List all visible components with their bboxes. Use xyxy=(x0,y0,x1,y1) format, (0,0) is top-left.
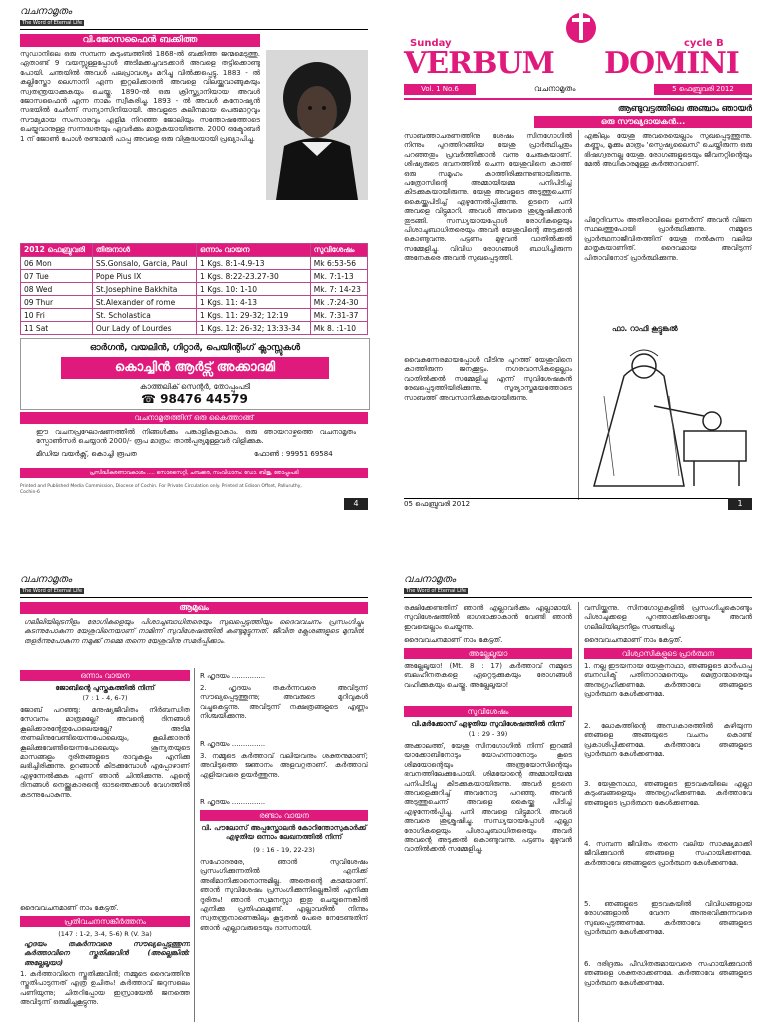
column-divider xyxy=(194,668,195,1022)
cross-emblem-icon xyxy=(564,6,598,46)
calendar-header: തിരുനാൾ xyxy=(92,244,196,257)
page-3 xyxy=(384,512,768,1024)
healing-illustration xyxy=(584,336,752,494)
table-row xyxy=(21,309,368,322)
prayer-item: 3. യേശുനാഥാ, ഞങ്ങളുടെ ഇടവകയിലെ എല്ലാ കുടുംബങ്ങളെയും അനുഗ്രഹിക്കണമേ. കർത്താവേ ഞങ്ങളുടെ പ്രാർത്ഥന കേൾക്കണമേ. xyxy=(584,780,752,807)
table-row xyxy=(21,322,368,335)
table-cell: 11 Sat xyxy=(21,322,93,335)
table-cell: St.Alexander of rome xyxy=(92,296,196,309)
masthead-sunday: Sunday xyxy=(410,38,452,49)
saint-portrait xyxy=(266,50,368,200)
table-cell: 1 Kgs. 11: 29-32; 12:19 xyxy=(197,309,311,322)
word-of-god: ദൈവവചനമാണ് നാം കേട്ടത്. xyxy=(20,904,119,912)
column-divider xyxy=(578,130,579,500)
calendar-header: സുവിശേഷം xyxy=(310,244,367,257)
table-cell: 08 Wed xyxy=(21,283,93,296)
table-cell: Mk. 7: 14-23 xyxy=(310,283,367,296)
calendar-header-row xyxy=(21,244,368,257)
psalm-refrain: R ഹൃദയം ............... xyxy=(200,740,266,748)
reading1-text: ജോബ് പറഞ്ഞു: മനുഷ്യജീവിതം നിർബന്ധിത സേവനം മാത്രമല്ലേ? അവന്റെ ദിനങ്ങൾ കൂലിക്കാരന്റേതുപോലെയല്ലേ? അടിമ തണലിനുവേണ്ടിയെന്നപോലെയും, കൂലിക്കാരൻ കൂലിക്കുവേണ്ടിയെന്നപോലെയും ശൂന്യതയുടെ മാസങ്ങളും ദുരിതങ്ങളുടെ രാവുകളും എനിക്കു ലഭിച്ചിരിക്കുന്നു. ഉറങ്ങാൻ കിടക്കുമ്പോൾ എപ്പോഴാണ് എഴുന്നേൽക്കുക എന്ന് ഞാൻ ചിന്തിക്കുന്നു. എന്റെ ദിനങ്ങൾ നെയ്ത്തുകാരന്റെ ഓടത്തെക്കാൾ വേഗത്തിൽ കടന്നുപോകുന്നു. xyxy=(20,706,190,799)
alleluia-bar: അല്ലേലൂയാ xyxy=(404,648,572,659)
intro-text: ഗലീലിയിലുടനീളം രോഗികളെയും പിശാചുബാധിതരെയും സുഖപ്പെടുത്തിയും ദൈവവചനം പ്രസംഗിച്ചും കടന്നുപോകുന്ന യേശുവിനെയാണ് നാമിന്ന് സുവിശേഷത്തിൽ കണ്ടുമുട്ടുന്നത്. ജീവിത ക്ലേശങ്ങളുടെ മുമ്പിൽ തളർന്നുപോകുന്ന നമുക്ക് നമ്മെ തന്നെ യേശുവിനു സമർപ്പിക്കാം. xyxy=(24,618,364,645)
page-2 xyxy=(0,512,384,1024)
psalm-refrain: R ഹൃദയം ............... xyxy=(200,672,266,680)
sunday-title: ആണ്ടുവട്ടത്തിലെ അഞ്ചാം ഞായർ xyxy=(617,104,752,114)
table-cell: 10 Fri xyxy=(21,309,93,322)
saint-title-bar: വി.ജോസഫൈൻ ബക്കിത്ത xyxy=(20,34,260,47)
page-header: വചനാമൃതം xyxy=(20,574,72,585)
table-cell: 1 Kgs. 12: 26-32; 13:33-34 xyxy=(197,322,311,335)
reflection-col2: എങ്കിലും യേശു അവരെയെല്ലാം സുഖപ്പെടുത്തുന്നു. കണ്ണും, മൂക്കും മാത്രം 'സ്പെഷ്യലൈസ്' ചെയ്തിരുന്ന ഒരു ഭിഷഗ്വരനല്ല യേശു. രോഗങ്ങളുടെയും ജീവനറ്റിന്റെയും മേൽ അധികാരമുള്ള കർത്താവാണ്. xyxy=(584,132,752,169)
contact-left: മീഡിയ വയർക്സ്, കൊച്ചി രൂപത xyxy=(36,450,137,458)
gospel-continued: വസിയ്ക്കുന്നു. സിനഗോഗുകളിൽ പ്രസംഗിച്ചുകൊണ്ടും പിശാചുക്കളെ പുറത്താക്കിക്കൊണ്ടും അവൻ ഗലീലിയിലുടനീളം സഞ്ചരിച്ചു. xyxy=(584,604,752,631)
header-rule xyxy=(20,597,368,598)
ad-phone: 98476 44579 xyxy=(160,392,248,406)
ad-phone-row xyxy=(141,392,291,406)
header-rule xyxy=(404,597,752,598)
table-cell: 09 Thur xyxy=(21,296,93,309)
printer-note: Printed and Published Media Commission, Diocese of Cochin. For Private Circulation only. Printed at Edison Offset, Palluruthy, Cochin-6 xyxy=(20,484,302,495)
page-header-sub: The Word of Eternal Life xyxy=(406,588,467,594)
page-number: 1 xyxy=(728,498,752,510)
gospel-ref: (1 : 29 - 39) xyxy=(468,730,508,738)
table-cell: 1 Kgs. 10: 1-10 xyxy=(197,283,311,296)
prayer-item: 2. ലോകത്തിന്റെ അന്ധകാരത്തിൽ കഴിയുന്ന ഞങ്ങളെ അങ്ങയുടെ വചനം കൊണ്ട് പ്രകാശിപ്പിക്കണമേ. കർത്താവേ ഞങ്ങളുടെ പ്രാർത്ഥന കേൾക്കണമേ. xyxy=(584,722,752,759)
table-cell: 1 Kgs. 8:22-23.27-30 xyxy=(197,270,311,283)
reading2-title: വി. പൗലോസ് അപ്പസ്തോലൻ കോറിന്തോസുകാർക്ക് എഴുതിയ ഒന്നാം ലേഖനത്തിൽ നിന്ന് xyxy=(201,824,367,842)
page-header-sub: The Word of Eternal Life xyxy=(22,588,83,594)
reflection-col1: സാബത്താചരണത്തിനു ശേഷം സിനഗോഗിൽ നിന്നും പുറത്തിറങ്ങിയ യേശു പ്രാർത്ഥിച്ചതും പറഞ്ഞതും പ്രവർത്തിക്കാൻ വന്നു ചേരുകയാണ്. ശിഷ്യരുടെ ഭവനത്തിൽ ചെന്ന യേശുവിനെ കാത്ത് ഒരു സമൂഹം കാത്തിരിക്കുന്നുണ്ടായിരുന്നു. പത്രോസിന്റെ അമ്മായിയമ്മ പനിപിടിച്ച് കിടക്കുകയായിരുന്നു. യേശു അവളുടെ അടുത്തുചെന്ന് കൈയ്ക്കുപിടിച്ച് എഴുന്നേൽപ്പിക്കുന്നു. ഉടനെ പനി അവളെ വിട്ടുമാറി. അവൾ അവരെ ശുശ്രൂഷിക്കാൻ തുടങ്ങി. സന്ധ്യയായപ്പോൾ രോഗികളെയും പിശാചുബാധിതരെയും അവർ യേശുവിന്റെ അടുക്കൽ കൊണ്ടുവന്നു. പട്ടണം മുഴുവൻ വാതിൽക്കൽ സമ്മേളിച്ചു. വിവിധ രോഗങ്ങൾ ബാധിച്ചിരുന്ന അനേകരെ അവൻ സുഖപ്പെടുത്തി. xyxy=(404,132,572,263)
prayer-item: 4. സമ്പന്ന ജീവിതം തന്നെ വലിയ സാക്ഷ്യമാക്കി ജീവിക്കുവാൻ ഞങ്ങളെ സഹായിക്കണമേ. കർത്താവേ ഞങ്ങളുടെ പ്രാർത്ഥന കേൾക്കണമേ. xyxy=(584,840,752,867)
psalm-verse1: 1. കർത്താവിനെ സ്തുതിക്കുവിൻ; നമ്മുടെ ദൈവത്തിനു സ്തുതിപാടുന്നത് എത്ര ഉചിതം! കർത്താവ് ജറുസലെം പണിയുന്നു; ചിതറിപ്പോയ ഇസ്രായേൽ ജനത്തെ അവിടുന്ന് ഒരുമിച്ചുകൂട്ടുന്നു. xyxy=(20,970,190,1007)
prayer-item: 6. ദരിദ്രരും പീഡിതരുമായവരെ സഹായിക്കുവാൻ ഞങ്ങളെ ശക്തരാക്കണമേ. കർത്താവേ ഞങ്ങളുടെ പ്രാർത്ഥന കേൾക്കണമേ. xyxy=(584,960,752,987)
calendar-header: 2012 ഫെബ്രുവരി xyxy=(21,244,93,257)
advertisement xyxy=(20,338,370,410)
page-1 xyxy=(384,0,768,512)
table-cell: Mk. 7:31-37 xyxy=(310,309,367,322)
word-of-god: ദൈവവചനമാണ് നാം കേട്ടത്. xyxy=(404,636,503,644)
reflection-title: ഒരു സൗഖ്യദായകൻ... xyxy=(534,116,752,128)
page-number: 4 xyxy=(344,498,368,510)
masthead-cycle: cycle B xyxy=(684,38,724,49)
ad-address: കാത്തലിക് സെന്റർ, തോപ്പുംപടി xyxy=(139,382,251,391)
saint-portrait-image xyxy=(266,50,368,200)
table-row xyxy=(21,270,368,283)
table-cell: Mk .7:24-30 xyxy=(310,296,367,309)
weekday-calendar xyxy=(20,243,368,335)
table-cell: St.Josephine Bakkhita xyxy=(92,283,196,296)
reading2-continued: രക്ഷിക്കേണ്ടതിന് ഞാൻ എല്ലാവർക്കും എല്ലാമായി. സുവിശേഷത്തിൽ ഭാഗഭാക്കാകാൻ വേണ്ടി ഞാൻ ഇവയെല്ലാം ചെയ്യുന്നു. xyxy=(404,604,572,631)
psalm-ref: (147 : 1-2, 3-4, 5-6) R (V. 3a) xyxy=(58,930,152,938)
psalm-bar: പ്രതിവചനസങ്കീർത്തനം xyxy=(20,916,190,927)
table-cell: Mk 8. :1-10 xyxy=(310,322,367,335)
prayer-item: 1. നല്ല ഇടയനായ യേശുനാഥാ, ഞങ്ങളുടെ മാർപാപ്പ ബനഡിക്ട് പതിനാറാമനെയും മെത്രാന്മാരെയും അനുഗ്രഹിക്കണമേ. കർത്താവേ ഞങ്ങളുടെ പ്രാർത്ഥന കേൾക്കണമേ. xyxy=(584,662,752,699)
page-header: വചനാമൃതം xyxy=(404,574,456,585)
psalm-response: ഹൃദയം തകർന്നവരെ സൗഖ്യപ്പെടുത്തുന്ന കർത്താവിനെ സ്തുതിക്കുവിൻ (അല്ലെങ്കിൽ: അല്ലേലൂയാ) xyxy=(24,940,190,967)
gospel-bar: സുവിശേഷം xyxy=(404,706,572,717)
reading2-ref: (9 : 16 - 19, 22-23) xyxy=(253,846,315,854)
credits-strip: പ്രസിദ്ധീകരണാവകാശം ..... സൊസൈറ്റി, ചമ്പക്കര, സംവിധാനം: ഡോ. ബിജു, തോപ്പുംപടി xyxy=(20,468,368,478)
masthead-rule xyxy=(404,98,752,100)
footer-rule xyxy=(404,498,752,499)
contact-right: ഫോൺ : 99951 69584 xyxy=(254,450,333,458)
table-cell: 1 Kgs. 8:1-4.9-13 xyxy=(197,257,311,270)
reading1-bar: ഒന്നാം വായന xyxy=(20,670,190,681)
issue-date: 5 ഫെബ്രുവരി 2012 xyxy=(654,84,752,95)
support-bar: വചനാമൃതത്തിന് ഒരു കൈത്താങ്ങ് xyxy=(20,412,368,424)
table-cell: Our Lady of Lourdes xyxy=(92,322,196,335)
page-header-sub: The Word of Eternal Life xyxy=(22,20,83,26)
word-of-god: ദൈവവചനമാണ് നാം കേട്ടത്. xyxy=(584,636,683,644)
table-cell: Mk. 7:1-13 xyxy=(310,270,367,283)
reflection-col2b: പിറ്റേദിവസം അതിരാവിലെ ഉണർന്ന് അവൻ വിജന സ്ഥലത്തുപോയി പ്രാർത്ഥിക്കുന്നു. നമ്മുടെ പ്രാർത്ഥനാജീവിതത്തിന് യേശു നൽകുന്ന വലിയ മാതൃകയാണിത്. ദൈവമായ അവിടുന്ന് പിതാവിനോട് പ്രാർത്ഥിക്കുന്നു. xyxy=(584,216,752,262)
table-row xyxy=(21,296,368,309)
table-row xyxy=(21,257,368,270)
reflection-col1b: വൈകുന്നേരമായപ്പോൾ വീടിനു പുറത്ത് യേശുവിനെ കാത്തിരുന്ന ജനക്കൂട്ടം. നഗരവാസികളെല്ലാം വാതിൽക്കൽ സമ്മേളിച്ചു എന്ന് സുവിശേഷകൻ രേഖപ്പെടുത്തിയിരിക്കുന്നു. സൂര്യാസ്തമയത്തോടെ സാബത്ത് അവസാനിക്കുകയായിരുന്നു. xyxy=(404,356,572,402)
reading2-bar: രണ്ടാം വായന xyxy=(200,810,368,821)
artist-credit: ഫാ. റാഫി കൂട്ടുങ്കൽ xyxy=(612,324,678,333)
table-cell: 06 Mon xyxy=(21,257,93,270)
ad-name: കൊച്ചിൻ ആർട്സ് അക്കാദമി xyxy=(61,357,329,379)
page-header: വചനാമൃതം xyxy=(20,6,72,17)
masthead-title-left: VERBUM xyxy=(404,46,554,81)
page-4 xyxy=(0,0,384,512)
intro-bar: ആമുഖം xyxy=(20,602,368,614)
footer-date: 05 ഫെബ്രുവരി 2012 xyxy=(404,500,471,508)
prayer-item: 5. ഞങ്ങളുടെ ഇടവകയിൽ വിവിധങ്ങളായ രോഗങ്ങളാൽ വേദന അനുഭവിക്കുന്നവരെ സുഖപ്പെടുത്തണമേ. കർത്താവേ ഞങ്ങളുടെ പ്രാർത്ഥന കേൾക്കണമേ. xyxy=(584,900,752,937)
sponsor-note: ഈ വചനപ്രഘോഷണത്തിൽ നിങ്ങൾക്കും പങ്കാളികളാകാം. ഒരു ഞായറാഴ്ചത്തെ വചനാമൃതം സ്പോൺസർ ചെയ്യാൻ 2000/- രൂപ മാത്രം: താൽപ്പര്യമുള്ളവർ വിളിക്കുക. xyxy=(36,428,356,446)
reading1-title: ജോബിന്റെ പുസ്തകത്തിൽ നിന്ന് xyxy=(55,684,155,692)
masthead-title-right: DOMINI xyxy=(604,46,739,81)
table-cell: Pope Pius IX xyxy=(92,270,196,283)
masthead-center: വചനാമൃതം xyxy=(534,84,576,93)
gospel-text: അക്കാലത്ത്, യേശു സിനഗോഗിൽ നിന്ന് ഇറങ്ങി യാക്കോബിനോടും യോഹന്നാനോടും കൂടെ ശിമയോന്റെയും അന്ത്രയോസിന്റെയും ഭവനത്തിലേക്കുപോയി. ശിമയോന്റെ അമ്മായിയമ്മ പനിപിടിച്ചു കിടക്കുകയായിരുന്നു. അവർ ഉടനെ അവളെക്കുറിച്ച് അവനോടു പറഞ്ഞു. അവൻ അടുത്തുചെന്ന് അവളെ കൈയ്ക്കു പിടിച്ച് എഴുന്നേൽപ്പിച്ചു. പനി അവളെ വിട്ടുമാറി. അവൾ അവരെ ശുശ്രൂഷിച്ചു. സന്ധ്യയായപ്പോൾ എല്ലാ രോഗികളെയും പിശാചുബാധിതരെയും അവർ അവന്റെ അടുക്കൽ കൊണ്ടുവന്നു. പട്ടണം മുഴുവൻ വാതിൽക്കൽ സമ്മേളിച്ചു. xyxy=(404,742,572,854)
alleluia-text: അല്ലേലൂയാ! (Mt. 8 : 17) കർത്താവ് നമ്മുടെ ബലഹീനതകളെ ഏറ്റെടുക്കുകയും രോഗങ്ങൾ വഹിക്കുകയും ചെയ്തു. അല്ലേലൂയാ! xyxy=(404,662,572,689)
reading2-text: സഹോദരരേ, ഞാൻ സുവിശേഷം പ്രസംഗിക്കുന്നതിൽ എനിക്ക് അഭിമാനിക്കാനൊന്നുമില്ല. അതെന്റെ കടമയാണ്. ഞാൻ സുവിശേഷം പ്രസംഗിക്കുന്നില്ലെങ്കിൽ എനിക്കു ദുരിതം! ഞാൻ സ്വമനസ്സാ ഇതു ചെയ്യുന്നെങ്കിൽ എനിക്കു പ്രതിഫലമുണ്ട്. എല്ലാവരിൽ നിന്നും സ്വതന്ത്രനാണെങ്കിലും കൂടുതൽ പേരെ നേടേണ്ടതിന് ഞാൻ എല്ലാവരുടെയും ദാസനായി. xyxy=(200,858,368,932)
table-cell: Mk 6:53-56 xyxy=(310,257,367,270)
gospel-title: വി.മർക്കോസ് എഴുതിയ സുവിശേഷത്തിൽ നിന്ന് xyxy=(411,720,565,728)
table-cell: 07 Tue xyxy=(21,270,93,283)
header-rule xyxy=(20,29,368,30)
psalm-verse3: 3. നമ്മുടെ കർത്താവ് വലിയവനും ശക്തനുമാണ്; അവിടുത്തെ ജ്ഞാനം അളവറ്റതാണ്. കർത്താവ് എളിയവരെ ഉയർത്തുന്നു. xyxy=(200,752,368,779)
table-row xyxy=(21,283,368,296)
prayers-bar: വിശ്വാസികളുടെ പ്രാർത്ഥന xyxy=(584,648,752,659)
volume-number: Vol. 1 No.6 xyxy=(404,84,476,95)
psalm-refrain: R ഹൃദയം ............... xyxy=(200,798,266,806)
calendar-header: ഒന്നാം വായന xyxy=(197,244,311,257)
column-divider xyxy=(578,602,579,1022)
phone-icon: ☎ xyxy=(141,392,161,406)
reading1-ref: (7 : 1 - 4, 6-7) xyxy=(82,694,128,702)
psalm-verse2: 2. ഹൃദയം തകർന്നവരെ അവിടുന്ന് സൗഖ്യപ്പെടുത്തുന്നു; അവരുടെ മുറിവുകൾ വച്ചുകെട്ടുന്നു. അവിടുന്ന് നക്ഷത്രങ്ങളുടെ എണ്ണം നിശ്ചയിക്കുന്നു. xyxy=(200,684,368,721)
table-cell: 1 Kgs. 11: 4-13 xyxy=(197,296,311,309)
ad-tagline: ഓർഗൻ, വയലിൻ, ഗിറ്റാർ, പെയിന്റിംഗ് ക്ലാസ്സുകൾ xyxy=(89,343,301,353)
saint-bio: സുഡാനിലെ ഒരു സമ്പന്ന കുടുംബത്തിൽ 1868-ൽ ബക്കിത്ത ജന്മമെടുത്തു. ഏതാണ്ട് 9 വയസ്സുള്ളപ്പോൾ അടിമക്കച്ചവടക്കാർ അവളെ തട്ടിക്കൊണ്ടു പോയി. ചന്തയിൽ അവൾ പലപ്രാവശ്യം മറിച്ചു വിൽക്കപ്പെട്ടു. 1883 - ൽ കല്ലിസ്തോ ലെഗ്നാനി എന്ന ഇറ്റലിക്കാരൻ അവളെ വിലയ്ക്കുവാങ്ങുകയും സ്വതന്ത്രയാക്കുകയും ചെയ്തു. 1890-ൽ ഒരു ക്രിസ്ത്യാനിയായ അവൾ ജോസഫൈൻ എന്ന നാമം സ്വീകരിച്ചു. 1893 - ൽ അവൾ കനോഷ്യൻ സഭയിൽ ചേർന്ന് സന്യാസിനിയായി. അവളുടെ കുലീനമായ പെരുമാറ്റവും സൗമ്യമായ സംസാരവും എളിമ നിറഞ്ഞ ജോലിയും സന്തോഷത്തോടെ ചെയ്യുവാനുള്ള സന്നദ്ധതയും ഏവർക്കും മാതൃകയായിരുന്നു. 2000 ഒക്ടോബർ 1 ന് ജോൺ പോൾ രണ്ടാമൻ പാപ്പ അവളെ ഒരു വിശുദ്ധയായി പ്രഖ്യാപിച്ചു. xyxy=(20,50,260,143)
table-cell: SS.Gonsalo, Garcia, Paul xyxy=(92,257,196,270)
table-cell: St. Scholastica xyxy=(92,309,196,322)
